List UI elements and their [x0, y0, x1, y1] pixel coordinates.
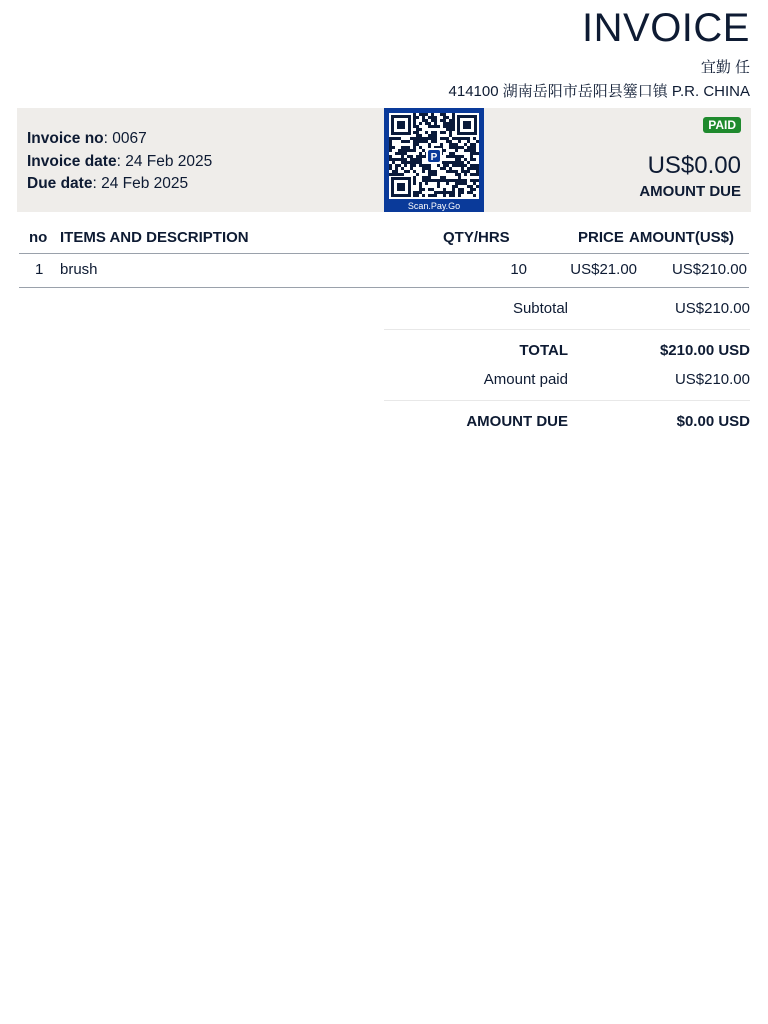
- invoice-no-line: Invoice no: 0067: [27, 130, 147, 147]
- row-price: US$21.00: [570, 261, 637, 278]
- row-qty: 10: [510, 261, 527, 278]
- paypal-logo: [428, 150, 440, 163]
- due-date-value: 24 Feb 2025: [101, 175, 189, 192]
- table-bottom-divider: [19, 287, 749, 288]
- invoice-meta: [27, 128, 212, 196]
- amount-due-label: AMOUNT DUE: [639, 183, 741, 200]
- row-description: brush: [60, 261, 98, 278]
- header-price: PRICE: [578, 229, 624, 246]
- svg-text:P: P: [430, 152, 438, 163]
- invoice-date-value: 24 Feb 2025: [125, 152, 213, 170]
- totals-divider: [384, 400, 750, 401]
- invoice-no-label: Invoice no: [27, 130, 104, 147]
- amount-paid-label: Amount paid: [483, 371, 568, 388]
- seller-address: 414100 湖南岳阳市岳阳县簺口镇 P.R. CHINA: [448, 83, 750, 100]
- table-header-divider: [19, 253, 749, 254]
- seller-name: 宜勤 任: [700, 59, 750, 76]
- header-no: no: [29, 229, 48, 246]
- total-label: TOTAL: [519, 342, 568, 359]
- qr-code[interactable]: [384, 108, 484, 212]
- total-value: $210.00 USD: [659, 342, 750, 359]
- qr-code-icon: [389, 113, 479, 199]
- invoice-title: INVOICE: [582, 6, 750, 50]
- final-amount-due-label: AMOUNT DUE: [466, 413, 568, 430]
- row-no: 1: [35, 261, 44, 278]
- row-amount: US$210.00: [671, 261, 747, 278]
- invoice-date-line: Invoice date: 24 Feb 2025: [27, 152, 213, 170]
- amount-paid-value: US$210.00: [674, 371, 750, 388]
- qr-caption: Scan.Pay.Go: [407, 201, 461, 211]
- due-date-line: Due date: 24 Feb 2025: [27, 175, 189, 192]
- invoice-summary-band: [17, 108, 751, 212]
- paid-status-badge: PAID: [703, 117, 741, 133]
- header-items: ITEMS AND DESCRIPTION: [60, 229, 249, 246]
- final-amount-due-value: $0.00 USD: [676, 413, 750, 430]
- header-qty: QTY/HRS: [443, 229, 510, 246]
- header-amount: AMOUNT(US$): [629, 229, 734, 246]
- due-date-label: Due date: [27, 175, 93, 192]
- invoice-date-label: Invoice date: [27, 152, 117, 170]
- totals-divider: [384, 329, 750, 330]
- amount-due-value: US$0.00: [647, 152, 741, 179]
- subtotal-label: Subtotal: [512, 300, 568, 317]
- subtotal-value: US$210.00: [674, 300, 750, 317]
- invoice-no-value: 0067: [112, 130, 147, 147]
